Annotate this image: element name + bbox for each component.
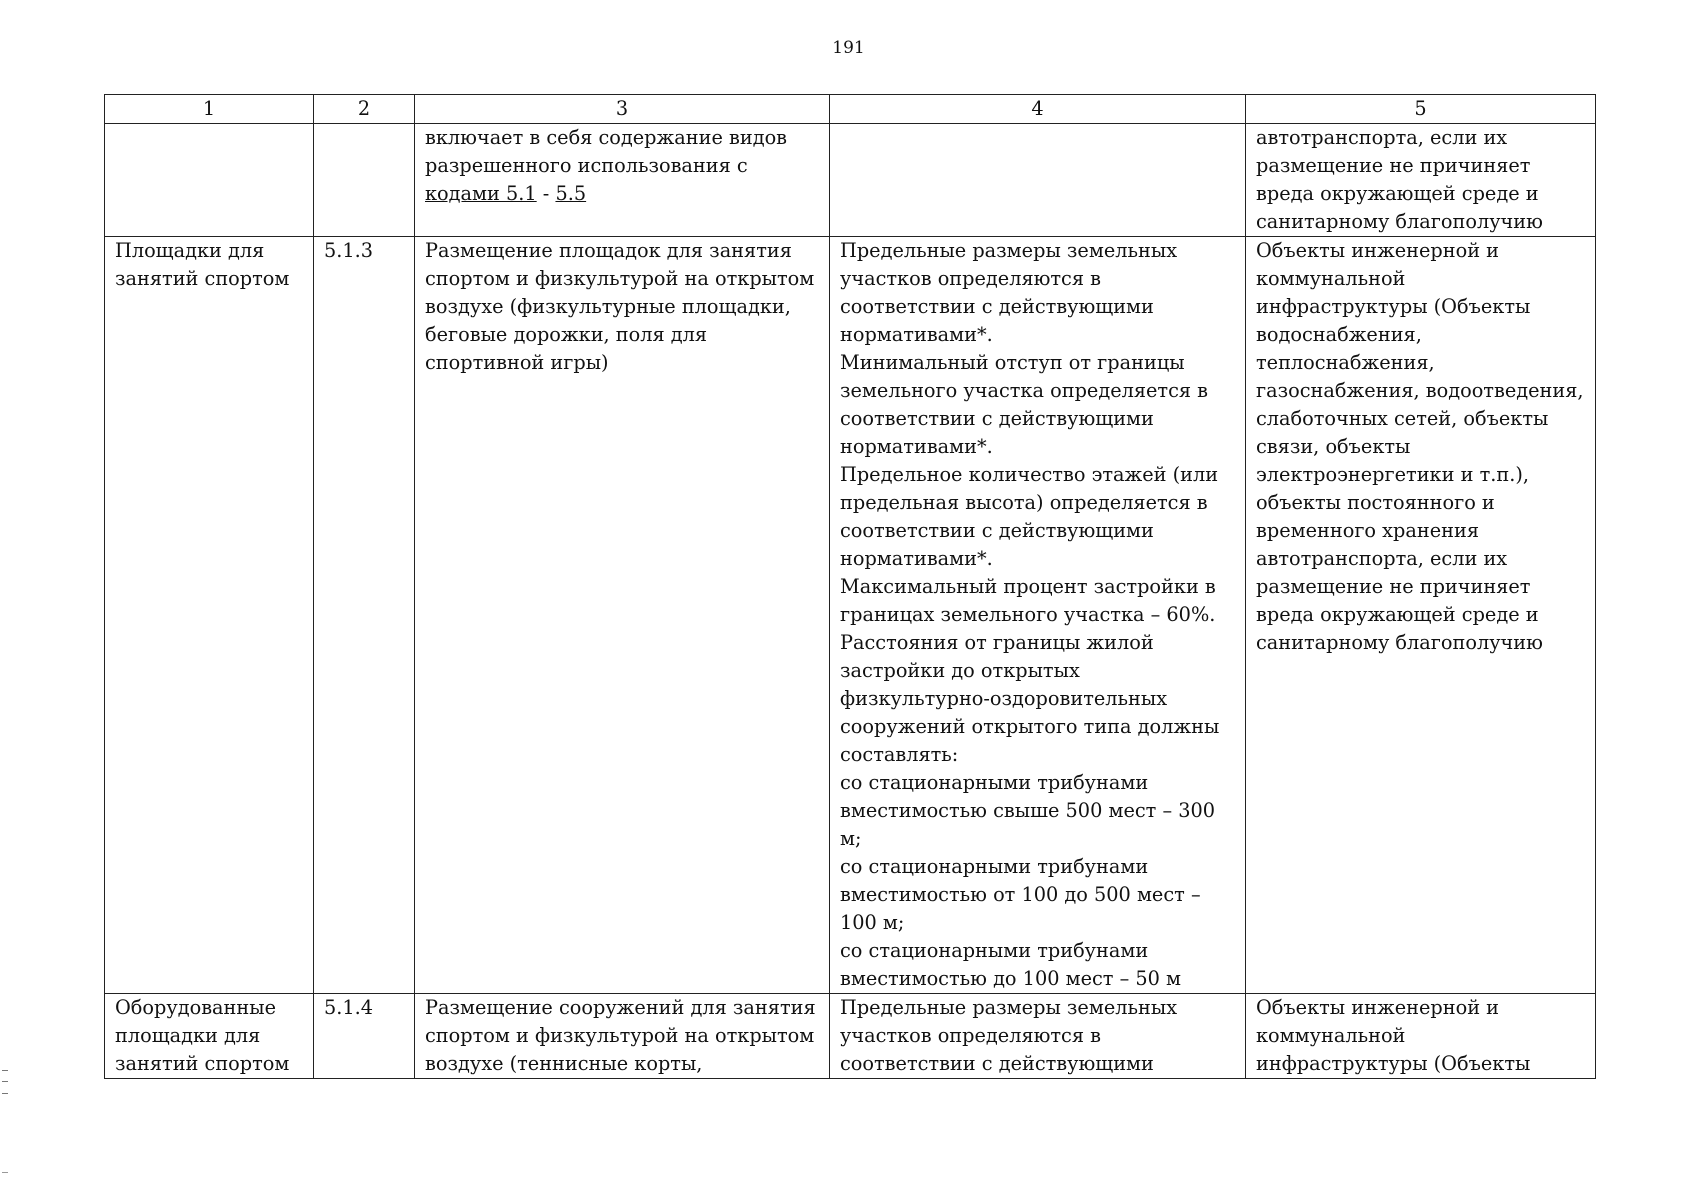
text-line: со стационарными трибунами bbox=[840, 855, 1149, 878]
binding-margin-tick bbox=[2, 1172, 8, 1173]
text-line: вреда окружающей среде и bbox=[1256, 182, 1539, 205]
cell-name bbox=[105, 124, 314, 237]
text-line: Предельные размеры земельных bbox=[840, 996, 1178, 1019]
text-line: Оборудованные bbox=[115, 996, 277, 1019]
text-line: спортивной игры) bbox=[425, 351, 609, 374]
binding-margin-mark bbox=[2, 1070, 8, 1094]
table-row bbox=[105, 237, 1596, 994]
column-header-3: 3 bbox=[415, 95, 830, 124]
text-line: вместимостью свыше 500 мест – 300 bbox=[840, 799, 1216, 822]
text-line: вместимостью до 100 мест – 50 м bbox=[840, 967, 1182, 990]
text-line: автотранспорта, если их bbox=[1256, 126, 1508, 149]
text-line: составлять: bbox=[840, 743, 959, 766]
text-line: коммунальной bbox=[1256, 267, 1406, 290]
cell-description bbox=[415, 994, 830, 1079]
text-line: спортом и физкультурой на открытом bbox=[425, 1024, 815, 1047]
cell-code: 5.1.4 bbox=[314, 994, 415, 1079]
table-row bbox=[105, 994, 1596, 1079]
text-line: участков определяются в bbox=[840, 267, 1102, 290]
column-header-4: 4 bbox=[830, 95, 1246, 124]
text-line: временного хранения bbox=[1256, 519, 1480, 542]
text-line: границах земельного участка – 60%. bbox=[840, 603, 1216, 626]
cell-parameters bbox=[830, 994, 1246, 1079]
text-line: включает в себя содержание видов bbox=[425, 126, 788, 149]
cell-name bbox=[105, 237, 314, 994]
cell-description bbox=[415, 124, 830, 237]
text-line: участков определяются в bbox=[840, 1024, 1102, 1047]
text-line: вместимостью от 100 до 500 мест – bbox=[840, 883, 1201, 906]
text-line: соответствии с действующими bbox=[840, 519, 1154, 542]
header-row bbox=[105, 95, 1596, 124]
cell-parameters bbox=[830, 237, 1246, 994]
text-line: размещение не причиняет bbox=[1256, 154, 1531, 177]
text-line: Размещение сооружений для занятия bbox=[425, 996, 816, 1019]
text-line: воздухе (теннисные корты, bbox=[425, 1052, 703, 1075]
text-line: Предельные размеры земельных bbox=[840, 239, 1178, 262]
text-line: Максимальный процент застройки в bbox=[840, 575, 1216, 598]
text-line: нормативами*. bbox=[840, 323, 993, 346]
text-line: площадки для bbox=[115, 1024, 261, 1047]
text-line: Предельное количество этажей (или bbox=[840, 463, 1219, 486]
cell-code: 5.1.3 bbox=[314, 237, 415, 994]
text-line: соответствии с действующими bbox=[840, 295, 1154, 318]
text-line: занятий спортом bbox=[115, 267, 290, 290]
text-line: воздухе (физкультурные площадки, bbox=[425, 295, 791, 318]
text-line: нормативами*. bbox=[840, 547, 993, 570]
text-line: со стационарными трибунами bbox=[840, 771, 1149, 794]
text-line: со стационарными трибунами bbox=[840, 939, 1149, 962]
text-line: теплоснабжения, bbox=[1256, 351, 1435, 374]
text-line: Расстояния от границы жилой bbox=[840, 631, 1154, 654]
text-line: занятий спортом bbox=[115, 1052, 290, 1075]
text-line: м; bbox=[840, 827, 862, 850]
text-line: коммунальной bbox=[1256, 1024, 1406, 1047]
text-line: Объекты инженерной и bbox=[1256, 996, 1500, 1019]
code-link-start[interactable]: кодами 5.1 bbox=[425, 182, 537, 205]
text-line: газоснабжения, водоотведения, bbox=[1256, 379, 1584, 402]
text-line: предельная высота) определяется в bbox=[840, 491, 1208, 514]
text-line: нормативами*. bbox=[840, 435, 993, 458]
text-line: санитарному благополучию bbox=[1256, 631, 1543, 654]
text-line: объекты постоянного и bbox=[1256, 491, 1495, 514]
table-row-continuation bbox=[105, 124, 1596, 237]
code-link-end[interactable]: 5.5 bbox=[555, 182, 587, 205]
text-line: спортом и физкультурой на открытом bbox=[425, 267, 815, 290]
text-line: автотранспорта, если их bbox=[1256, 547, 1508, 570]
text-line: беговые дорожки, поля для bbox=[425, 323, 708, 346]
text-line: застройки до открытых bbox=[840, 659, 1080, 682]
text-line: электроэнергетики и т.п.), bbox=[1256, 463, 1529, 486]
column-header-5: 5 bbox=[1246, 95, 1596, 124]
column-header-2: 2 bbox=[314, 95, 415, 124]
text-line: соответствии с действующими bbox=[840, 1052, 1154, 1075]
text-line: 100 м; bbox=[840, 911, 905, 934]
text-line: вреда окружающей среде и bbox=[1256, 603, 1539, 626]
cell-auxiliary bbox=[1246, 237, 1596, 994]
code-link-separator: - bbox=[536, 182, 556, 205]
cell-auxiliary bbox=[1246, 124, 1596, 237]
text-line: инфраструктуры (Объекты bbox=[1256, 1052, 1531, 1075]
text-line: соответствии с действующими bbox=[840, 407, 1154, 430]
page-number: 191 bbox=[832, 38, 865, 58]
text-line: Объекты инженерной и bbox=[1256, 239, 1500, 262]
text-line: связи, объекты bbox=[1256, 435, 1411, 458]
text-line: физкультурно-оздоровительных bbox=[840, 687, 1168, 710]
column-header-1: 1 bbox=[105, 95, 314, 124]
cell-description bbox=[415, 237, 830, 994]
cell-code bbox=[314, 124, 415, 237]
cell-parameters bbox=[830, 124, 1246, 237]
text-line: Размещение площадок для занятия bbox=[425, 239, 792, 262]
text-line: Минимальный отступ от границы bbox=[840, 351, 1185, 374]
text-line: санитарному благополучию bbox=[1256, 210, 1543, 233]
cell-name bbox=[105, 994, 314, 1079]
cell-auxiliary bbox=[1246, 994, 1596, 1079]
text-line-with-links bbox=[425, 180, 823, 208]
text-line: водоснабжения, bbox=[1256, 323, 1422, 346]
land-use-table bbox=[104, 94, 1596, 1079]
text-line: земельного участка определяется в bbox=[840, 379, 1209, 402]
text-line: сооружений открытого типа должны bbox=[840, 715, 1220, 738]
text-line: разрешенного использования с bbox=[425, 154, 748, 177]
text-line: размещение не причиняет bbox=[1256, 575, 1531, 598]
text-line: Площадки для bbox=[115, 239, 265, 262]
text-line: инфраструктуры (Объекты bbox=[1256, 295, 1531, 318]
text-line: слаботочных сетей, объекты bbox=[1256, 407, 1549, 430]
